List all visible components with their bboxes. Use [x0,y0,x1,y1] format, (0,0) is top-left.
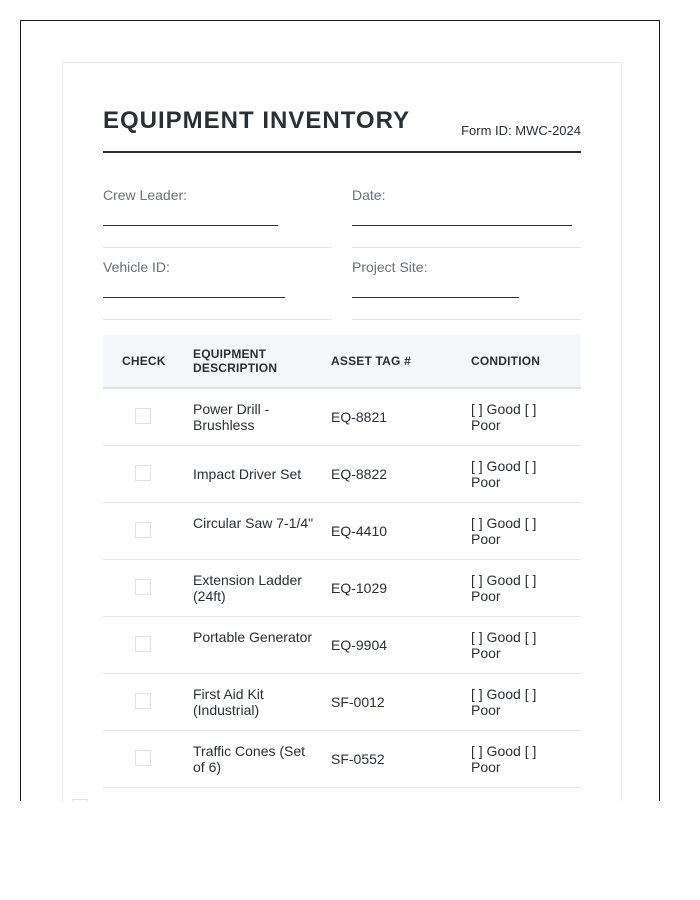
equipment-description: Power Drill - Brushless [193,401,270,433]
header-asset-tag: ASSET TAG # [331,354,411,368]
equipment-description: First Aid Kit (Industrial) [193,686,264,718]
project-site-label: Project Site: [352,259,428,275]
vehicle-id-line [103,297,285,298]
header-check: CHECK [122,354,166,368]
form-header [103,107,581,153]
row-checkbox[interactable] [135,522,151,538]
table-row [103,503,581,560]
crew-leader-line [103,225,278,226]
condition-options: [ ] Good [ ] Poor [471,515,537,547]
table-header [103,335,581,389]
row-checkbox[interactable] [135,636,151,652]
table-row [103,731,581,788]
row-checkbox[interactable] [135,579,151,595]
asset-tag: EQ-1029 [331,580,388,596]
condition-options: [ ] Good [ ] Poor [471,743,537,775]
date-field[interactable] [352,187,581,248]
date-label: Date: [352,187,386,203]
date-line [352,225,572,226]
form-id: Form ID: MWC-2024 [461,123,581,138]
equipment-description: Traffic Cones (Set of 6) [193,743,306,775]
form-sheet [62,62,622,801]
condition-options: [ ] Good [ ] Poor [471,458,537,490]
condition-options: [ ] Good [ ] Poor [471,629,537,661]
condition-options: [ ] Good [ ] Poor [471,572,537,604]
page-frame [20,20,660,801]
equipment-description: Circular Saw 7-1/4" [193,515,314,531]
equipment-description: Extension Ladder (24ft) [193,572,302,604]
asset-tag: SF-0012 [331,694,385,710]
condition-options: [ ] Good [ ] Poor [471,686,537,718]
condition-options: [ ] Good [ ] Poor [471,401,537,433]
table-row [103,674,581,731]
header-description: EQUIPMENT DESCRIPTION [193,347,278,375]
equipment-description: Impact Driver Set [193,466,302,482]
asset-tag: SF-0552 [331,751,385,767]
project-site-field[interactable] [352,259,581,320]
asset-tag: EQ-9904 [331,637,388,653]
header-condition: CONDITION [471,354,541,368]
project-site-line [352,297,519,298]
asset-tag: EQ-4410 [331,523,388,539]
equipment-description: Portable Generator [193,629,313,645]
table-row [103,617,581,674]
table-row [103,446,581,503]
asset-tag: EQ-8821 [331,409,388,425]
row-checkbox[interactable] [135,750,151,766]
row-checkbox-partial [72,799,88,801]
row-checkbox[interactable] [135,465,151,481]
table-row [103,389,581,446]
asset-tag: EQ-8822 [331,466,388,482]
table-row [103,560,581,617]
crew-leader-field[interactable] [103,187,332,248]
equipment-table [103,335,581,788]
row-checkbox[interactable] [135,693,151,709]
page-title: EQUIPMENT INVENTORY [103,107,411,134]
row-checkbox[interactable] [135,408,151,424]
crew-leader-label: Crew Leader: [103,187,188,203]
vehicle-id-field[interactable] [103,259,332,320]
vehicle-id-label: Vehicle ID: [103,259,170,275]
